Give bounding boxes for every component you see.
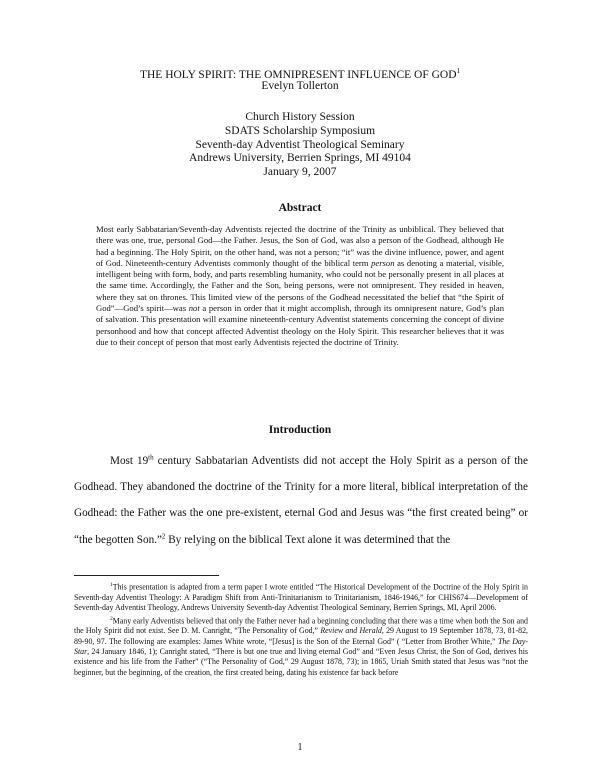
footnote-1 (74, 580, 528, 614)
author-name: Evelyn Tollerton (261, 80, 339, 92)
footnote-ref: 2 (161, 531, 166, 540)
paper-title-text: THE HOLY SPIRIT: THE OMNIPRESENT INFLUENCE OF GOD (139, 68, 457, 81)
abstract-italic: not (188, 303, 200, 314)
abstract-part: a person in order that it might accomplish, through its omnipresent nature, God’s plan of salvation. This presentation will examine nineteenth-century Adventist statements concerning the concept of divine personhood and how that concept affected Adventist theology on the Holy Spirit. This researcher believes that it was due to their concept of person that most early Adventists rejected the doctrine of Trinity. (96, 303, 504, 347)
abstract-italic: person (371, 257, 395, 268)
abstract-heading: Abstract (278, 202, 322, 214)
footnote-text: , 29 August to 19 September 1878, 73, 81-82, 89-90, 97. The following are examples: James White wrote, “[Jesus] is the Son of the Eternal God” ( “Letter from Brother White,” (74, 626, 528, 646)
footnote-text: , 24 January 1846, 1); Canright stated, “There is but one true and living eternal God” and “Even Jesus Christ, the Son of God, derives his existence and his life from the Father” (“The Personality of God,” 29 August 1878, 73); in 1865, Uriah Smith stated that Jesus was “not the beginner, but the beginning, of the creation, the first created being, dating his existence far back before (74, 647, 528, 677)
session-line: SDATS Scholarship Symposium (224, 124, 376, 137)
body-text: Most 19 (110, 455, 149, 467)
title-footnote-marker: 1 (456, 67, 461, 75)
footnote-number: 2 (110, 615, 113, 622)
session-line: Andrews University, Berrien Springs, MI 49104 (189, 152, 411, 165)
session-line: January 9, 2007 (263, 166, 337, 179)
footnote-italic: Review and Herald (320, 626, 382, 636)
footnote-text: This presentation is adapted from a term paper I wrote entitled “The Historical Development of the Doctrine of the Holy Spirit in Seventh-day Adventist Theology: A Paradigm Shift from Anti-Trinitarianism to Trinitarianism, 1846-1946,” for CHIS674—Development of Seventh-day Adventist Theology, Andrews University Seventh-day Adventist Theological Seminary, Berrien Springs, MI, April 2006. (74, 582, 528, 613)
body-text: By relying on the biblical Text alone it was determined that the (165, 533, 451, 546)
abstract-part: as denoting a material, visible, intelligent being with form, body, and parts resembling humanity, who could not be personally present in all places at the same time. Accordingly, the Father and the Son, being persons, were not omnipresent. They resided in heaven, where they sat on thrones. This limited view of the persons of the Godhead necessitated the belief that “the Spirit of God”—God’s spirit—was (96, 257, 504, 314)
abstract-text (96, 224, 504, 348)
introduction-paragraph (74, 448, 528, 553)
session-line: Church History Session (245, 111, 355, 123)
footnote-number: 1 (110, 582, 113, 588)
abstract-part: Most early Sabbatarian/Seventh-day Adventists rejected the doctrine of the Trinity as unbiblical. They believed that there was one, true, personal God—the Father. Jesus, the Son of God, was also a person of the Godhead, although He had a beginning. The Holy Spirit, on the other hand, was not a person; “it” was the divine influence, power, and agent of God. Nineteenth-century Adventists commonly thought of the biblical term (96, 224, 504, 268)
page-number: 1 (297, 742, 303, 753)
superscript: th (148, 453, 154, 462)
session-info (0, 111, 600, 180)
footnote-text: Many early Adventists believed that only the Father never had a beginning concluding that there was a time when both the Son and the Holy Spirit did not exist. See D. M. Canright, “The Personality of God,” (74, 616, 528, 636)
introduction-heading: Introduction (268, 424, 332, 436)
body-text: century Sabbatarian Adventists did not accept the Holy Spirit as a person of the Godhead. They abandoned the doctrine of the Trinity for a more literal, biblical interpretation of the Godhead: the Father was the one pre-existent, eternal God and Jesus was “the first created being” or “the begotten Son.” (74, 455, 528, 546)
footnote-separator (74, 575, 219, 576)
footnote-italic: The Day-Star (74, 636, 528, 657)
session-line: Seventh-day Adventist Theological Seminary (195, 138, 405, 151)
footnotes (74, 580, 528, 678)
footnote-2 (74, 614, 528, 678)
